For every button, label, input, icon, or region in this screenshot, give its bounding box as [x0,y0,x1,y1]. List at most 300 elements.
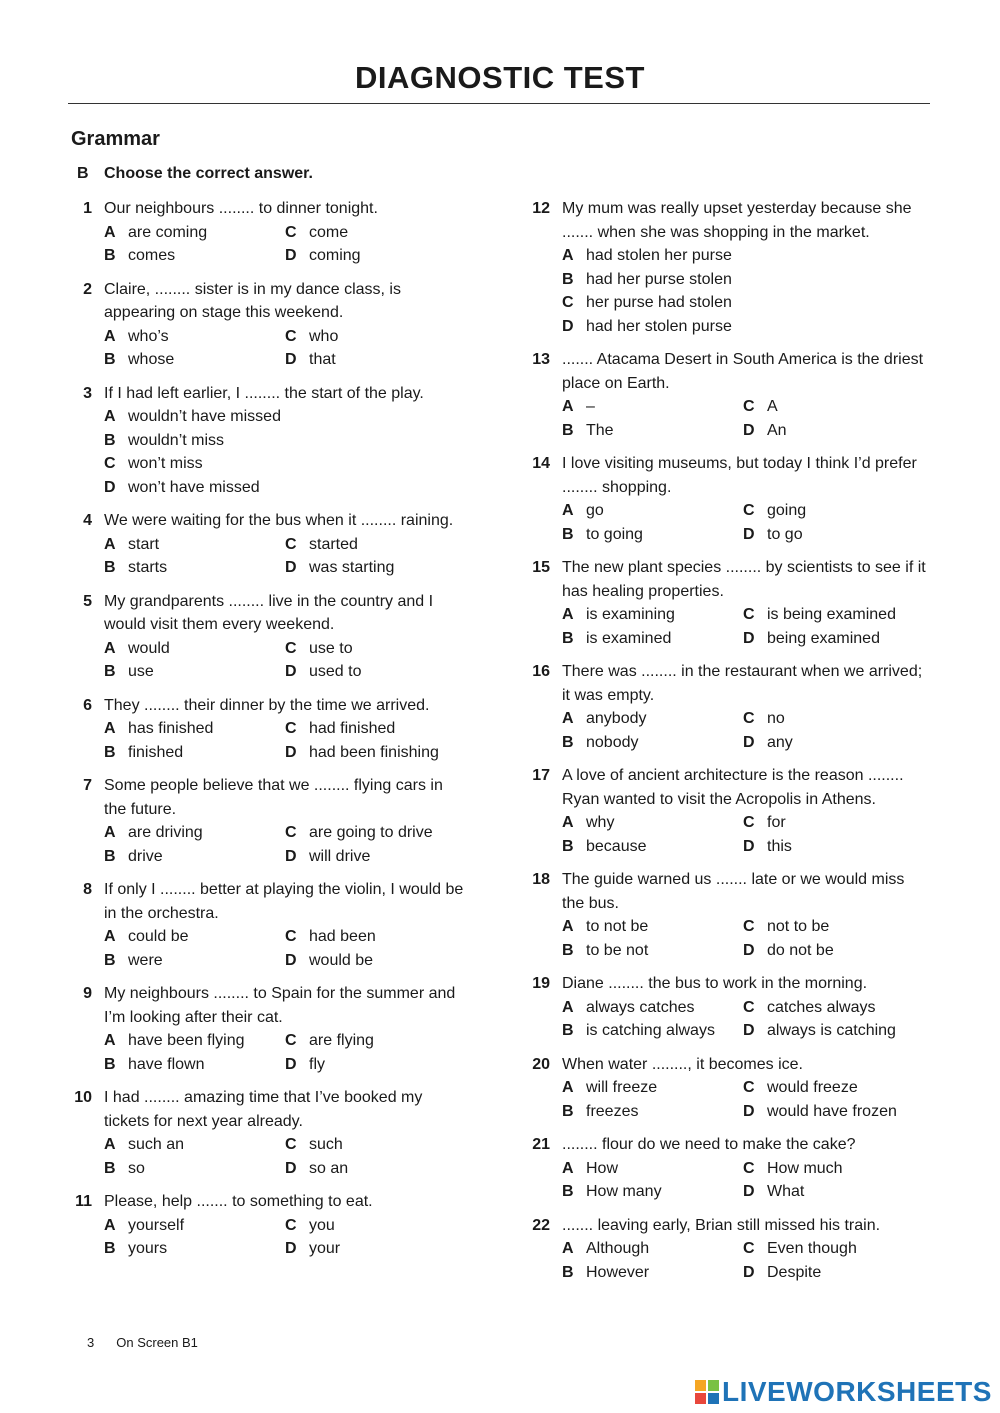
option-letter: B [104,1055,116,1073]
option-text: An [767,421,787,439]
question-number: 20 [532,1055,550,1073]
option-text: to go [767,525,803,543]
answer-option-c[interactable] [743,1157,926,1181]
answer-option-c[interactable] [104,452,468,476]
answer-option-a[interactable] [562,996,743,1020]
answer-option-d[interactable] [743,835,926,859]
option-text: started [309,535,358,553]
option-letter: A [104,1032,116,1049]
option-letter: A [104,535,116,553]
option-letter: D [743,1183,755,1200]
question-number: 14 [532,455,550,472]
option-text: use [128,663,154,680]
answer-option-d[interactable] [285,1237,468,1261]
option-letter: B [562,733,574,751]
option-text: yours [128,1240,168,1257]
answer-option-b[interactable] [562,939,743,963]
answer-option-d[interactable] [285,845,468,869]
option-text: are flying [309,1032,374,1049]
option-letter: A [562,1240,574,1257]
answer-option-a[interactable] [562,1237,743,1261]
answer-option-b[interactable] [562,835,743,859]
option-text: used to [309,663,362,680]
answer-option-b[interactable] [104,660,285,684]
answer-option-d[interactable] [743,1019,926,1043]
option-text: had her purse stolen [586,270,732,288]
option-letter: D [743,941,755,959]
option-letter: B [562,1183,574,1200]
answer-option-d[interactable] [285,556,468,580]
question-text: We were waiting for the bus when it ........ raining. [104,512,454,529]
option-text: is catching always [586,1022,715,1039]
answer-options [562,499,926,546]
answer-option-b[interactable] [562,268,926,292]
answer-option-b[interactable] [562,627,743,651]
answer-option-a[interactable] [104,1029,285,1053]
answer-option-a[interactable] [562,915,743,939]
option-text: has finished [128,720,214,737]
answer-option-d[interactable] [743,523,926,547]
question-text: The guide warned us ....... late or we would miss the bus. [562,871,905,912]
answer-option-b[interactable] [104,1157,285,1181]
question-text: A love of ancient architecture is the reason ........ Ryan wanted to visit the Acropolis in Athens. [562,767,904,808]
option-letter: A [562,502,574,519]
option-letter: B [562,629,574,647]
question-text: There was ........ in the restaurant when we arrived; it was empty. [562,663,923,704]
answer-options [562,244,926,338]
option-text: Despite [767,1263,822,1281]
question-number: 15 [532,559,550,576]
option-text: who [309,327,339,345]
option-letter: A [562,998,574,1016]
answer-option-b[interactable] [104,949,285,973]
question-12 [526,197,926,338]
option-letter: C [285,327,297,345]
option-text: this [767,837,792,855]
option-letter: A [104,824,116,841]
exercise-letter: B [77,165,89,182]
option-letter: D [743,421,755,439]
option-text: How much [767,1159,843,1177]
answer-option-c[interactable] [285,533,468,557]
option-letter: A [562,606,574,623]
answer-options [104,221,468,268]
title-divider [68,103,930,104]
option-letter: C [285,223,297,241]
option-text: catches always [767,998,876,1016]
question-8 [68,878,468,972]
answer-option-a[interactable] [104,221,285,245]
question-14 [526,452,926,546]
answer-option-c[interactable] [743,1237,926,1261]
answer-option-a[interactable] [562,244,926,268]
option-text: Although [586,1240,650,1257]
question-1 [68,197,468,268]
answer-option-c[interactable] [743,395,926,419]
option-text: However [586,1263,650,1281]
answer-option-b[interactable] [104,741,285,765]
option-letter: A [562,710,574,727]
answer-option-d[interactable] [285,1053,468,1077]
answer-option-c[interactable] [285,637,468,661]
option-letter: B [562,421,574,439]
answer-options [104,533,468,580]
option-letter: D [562,317,574,335]
option-letter: D [285,559,297,576]
option-letter: C [743,1240,755,1257]
question-number: 11 [75,1193,92,1210]
option-text: so [128,1159,145,1177]
option-text: had been finishing [309,743,439,761]
option-text: would be [309,951,374,969]
answer-option-d[interactable] [285,1157,468,1181]
question-7 [68,774,468,868]
option-text: fly [309,1055,325,1073]
question-5 [68,590,468,684]
answer-option-a[interactable] [104,533,285,557]
answer-option-d[interactable] [743,731,926,755]
question-text: Please, help ....... to something to eat. [104,1193,373,1210]
answer-option-d[interactable] [285,949,468,973]
answer-option-d[interactable] [104,476,468,500]
option-text: so an [309,1159,349,1177]
question-number: 16 [532,663,550,680]
option-text: have been flying [128,1032,245,1049]
option-letter: D [743,1022,755,1039]
answer-option-c[interactable] [743,1076,926,1100]
option-text: yourself [128,1216,185,1234]
answer-option-c[interactable] [285,221,468,245]
answer-option-d[interactable] [743,1100,926,1124]
option-letter: A [104,928,116,945]
question-number: 12 [532,200,550,217]
answer-option-b[interactable] [562,1100,743,1124]
answer-option-b[interactable] [562,1019,743,1043]
option-text: would freeze [767,1079,858,1096]
option-text: coming [309,247,361,264]
option-letter: C [104,455,116,472]
option-letter: B [104,663,116,680]
option-text: could be [128,928,189,945]
answer-option-a[interactable] [562,499,743,523]
option-letter: C [743,918,755,935]
option-letter: D [285,743,297,761]
option-text: you [309,1216,335,1234]
answer-option-a[interactable] [562,1076,743,1100]
option-letter: A [104,408,116,425]
answer-option-b[interactable] [104,556,285,580]
option-letter: C [743,998,755,1016]
answer-option-a[interactable] [562,1157,743,1181]
option-text: do not be [767,941,834,959]
page-number: 3 [87,1335,95,1350]
option-letter: B [104,847,116,865]
answer-option-d[interactable] [285,348,468,372]
question-number: 19 [532,975,550,992]
option-letter: B [104,743,116,761]
option-letter: A [562,398,574,415]
logo-square [695,1393,706,1404]
option-text: start [128,535,160,553]
question-10 [68,1086,468,1180]
answer-option-c[interactable] [285,925,468,949]
option-text: is examining [586,606,675,623]
answer-option-c[interactable] [743,915,926,939]
answer-option-a[interactable] [104,405,468,429]
question-text: I love visiting museums, but today I think I’d prefer ........ shopping. [562,455,917,496]
option-letter: C [285,639,297,657]
option-text: going [767,502,807,519]
question-text: My neighbours ........ to Spain for the summer and I’m looking after their cat. [104,985,456,1026]
question-number: 1 [83,200,92,217]
answer-option-d[interactable] [743,1261,926,1285]
option-text: are driving [128,824,203,841]
answer-options [104,1214,468,1261]
option-text: come [309,223,349,241]
logo-text: LIVEWORKSHEETS [722,1376,992,1407]
option-text: to be not [586,941,649,959]
question-number: 7 [83,777,92,794]
option-text: no [767,710,785,727]
answer-option-b[interactable] [562,731,743,755]
answer-options [562,811,926,858]
question-number: 5 [83,592,92,610]
option-text: such an [128,1136,185,1153]
option-letter: D [285,351,297,368]
answer-option-c[interactable] [743,707,926,731]
answer-option-c[interactable] [285,821,468,845]
answer-option-d[interactable] [743,419,926,443]
answer-option-a[interactable] [562,395,743,419]
option-letter: D [285,1159,297,1177]
option-letter: D [285,247,297,264]
question-number: 2 [83,280,92,298]
answer-option-c[interactable] [285,325,468,349]
logo-square [695,1380,706,1391]
option-text: freezes [586,1102,639,1120]
question-text: My mum was really upset yesterday because she ....... when she was shopping in the market. [562,200,912,241]
answer-options [562,1157,926,1204]
option-letter: B [562,1263,574,1281]
question-text: They ........ their dinner by the time we arrived. [104,696,430,714]
answer-option-d[interactable] [562,315,926,339]
question-text: ........ flour do we need to make the cake? [562,1136,856,1153]
logo-square [708,1380,719,1391]
answer-option-c[interactable] [743,499,926,523]
option-letter: C [285,535,297,553]
option-letter: A [562,814,574,831]
answer-option-b[interactable] [562,1180,743,1204]
question-text: Our neighbours ........ to dinner tonight. [104,200,378,217]
option-letter: C [285,1032,297,1049]
option-text: nobody [586,733,639,751]
answer-options [104,717,468,764]
option-text: that [309,351,336,368]
answer-option-c[interactable] [285,1029,468,1053]
question-11 [68,1190,468,1261]
answer-options [562,395,926,442]
answer-option-d[interactable] [285,244,468,268]
option-letter: D [285,1240,297,1257]
answer-options [562,996,926,1043]
answer-option-c[interactable] [743,811,926,835]
question-17 [526,764,926,858]
option-text: How [586,1159,619,1177]
option-letter: C [743,502,755,519]
option-text: are going to drive [309,824,433,841]
option-text: had stolen her purse [586,247,732,264]
question-9 [68,982,468,1076]
option-text: starts [128,559,168,576]
option-text: anybody [586,710,647,727]
option-letter: C [743,710,755,727]
answer-option-d[interactable] [743,939,926,963]
option-text: not to be [767,918,830,935]
answer-option-b[interactable] [562,419,743,443]
answer-option-c[interactable] [285,1214,468,1238]
answer-option-a[interactable] [104,1214,285,1238]
option-letter: B [562,941,574,959]
answer-options [104,405,468,499]
question-16 [526,660,926,754]
option-text: are coming [128,223,208,241]
question-text: Claire, ........ sister is in my dance class, is appearing on stage this weekend. [104,280,401,321]
answer-option-c[interactable] [285,717,468,741]
answer-options [562,1237,926,1284]
answer-options [104,1029,468,1076]
answer-option-a[interactable] [562,603,743,627]
option-letter: D [743,837,755,855]
option-letter: B [104,1240,116,1257]
answer-option-d[interactable] [743,627,926,651]
option-letter: A [104,720,116,737]
answer-option-a[interactable] [562,707,743,731]
liveworksheets-logo [695,1376,992,1408]
question-21 [526,1133,926,1204]
answer-option-b[interactable] [562,1261,743,1285]
question-number: 8 [83,881,92,898]
option-letter: D [743,1263,755,1281]
option-letter: A [562,1079,574,1096]
question-number: 22 [532,1216,550,1234]
option-letter: B [562,837,574,855]
answer-option-b[interactable] [104,348,285,372]
option-letter: A [104,327,116,345]
option-letter: A [104,223,116,241]
option-letter: C [285,1136,297,1153]
option-text: who’s [128,327,169,345]
answer-option-a[interactable] [104,325,285,349]
answer-option-a[interactable] [562,811,743,835]
option-text: wouldn’t have missed [128,408,281,425]
option-letter: A [104,639,116,657]
option-text: is examined [586,629,672,647]
answer-option-c[interactable] [285,1133,468,1157]
answer-option-b[interactable] [104,845,285,869]
option-text: A [767,398,778,415]
option-letter: A [562,918,574,935]
question-18 [526,868,926,962]
question-text: I had ........ amazing time that I’ve booked my tickets for next year already. [104,1089,423,1130]
question-4 [68,509,468,580]
answer-option-a[interactable] [104,637,285,661]
option-letter: D [743,525,755,543]
answer-option-a[interactable] [104,1133,285,1157]
question-text: When water ........, it becomes ice. [562,1055,803,1073]
instruction-text: Choose the correct answer. [104,165,313,182]
answer-option-d[interactable] [743,1180,926,1204]
answer-option-b[interactable] [104,244,285,268]
option-text: because [586,837,647,855]
option-letter: C [743,1159,755,1177]
answer-option-c[interactable] [562,291,926,315]
right-column [526,197,926,1284]
option-letter: C [743,1079,755,1096]
option-letter: D [285,951,297,969]
answer-option-a[interactable] [104,925,285,949]
answer-option-a[interactable] [104,821,285,845]
option-letter: D [743,1102,755,1120]
option-text: is being examined [767,606,896,623]
question-13 [526,348,926,442]
option-letter: D [104,478,116,496]
option-text: had been [309,928,376,945]
question-text: My grandparents ........ live in the country and I would visit them every weekend. [104,592,434,633]
question-number: 13 [532,351,550,368]
answer-option-c[interactable] [743,996,926,1020]
option-text: won’t have missed [128,478,260,496]
answer-option-b[interactable] [562,523,743,547]
option-text: will freeze [586,1079,658,1096]
answer-options [104,821,468,868]
option-letter: C [743,606,755,623]
question-number: 4 [83,512,92,529]
option-text: was starting [309,559,395,576]
option-text: Even though [767,1240,857,1257]
answer-option-a[interactable] [104,717,285,741]
option-text: any [767,733,793,751]
answer-options [562,603,926,650]
question-19 [526,972,926,1043]
answer-option-b[interactable] [104,1053,285,1077]
option-text: The [586,421,614,439]
answer-option-d[interactable] [285,660,468,684]
option-letter: C [285,928,297,945]
page-title: DIAGNOSTIC TEST [355,60,645,95]
question-text: ....... Atacama Desert in South America is the driest place on Earth. [562,351,924,392]
option-letter: B [104,351,116,368]
option-text: finished [128,743,184,761]
question-text: Diane ........ the bus to work in the morning. [562,975,868,992]
question-number: 18 [532,871,550,888]
answer-option-c[interactable] [743,603,926,627]
option-letter: B [104,951,116,969]
answer-options [562,915,926,962]
option-letter: C [743,814,755,831]
question-number: 3 [83,384,92,402]
question-6 [68,694,468,765]
option-letter: B [104,247,116,264]
answer-options [104,325,468,372]
option-letter: B [104,559,116,576]
answer-option-d[interactable] [285,741,468,765]
question-text: If I had left earlier, I ........ the start of the play. [104,384,424,402]
option-text: her purse had stolen [586,294,732,311]
answer-option-b[interactable] [104,1237,285,1261]
option-letter: B [562,1022,574,1039]
option-text: have flown [128,1055,205,1073]
answer-option-b[interactable] [104,429,468,453]
